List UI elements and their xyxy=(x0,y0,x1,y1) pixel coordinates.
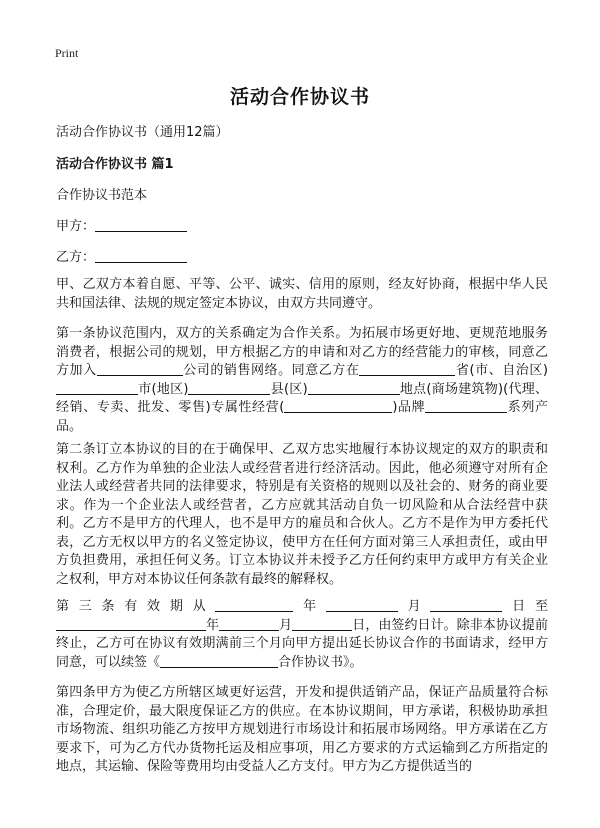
section-heading: 活动合作协议书 篇1 xyxy=(56,157,174,172)
article-1-text-5: 县(区) xyxy=(270,381,308,397)
brand-blank xyxy=(284,399,392,413)
month-label: 月 xyxy=(397,599,431,614)
article-1 xyxy=(56,325,548,436)
article-3 xyxy=(56,598,548,672)
article-3-text-2: 日，由签约日计。除非本协议提前终止，乙方可在协议有效期满前三个月向甲方提出延长协议合作的书面请求，经甲方同意，可以续签《 xyxy=(56,617,548,670)
party-b-blank xyxy=(95,249,187,263)
article-3-text-1: 第三条有效期从 xyxy=(56,599,216,614)
article-1-text-7: )品牌 xyxy=(392,400,426,415)
article-1-text-6: 地点(商场建筑物)(代理、经销、专卖、批发、零售)专属性经营( xyxy=(56,381,548,415)
end-month-blank xyxy=(219,617,279,631)
article-1-text-2: 公司的销售网络。同意乙方在 xyxy=(182,363,360,378)
start-day-blank xyxy=(430,598,502,612)
county-blank xyxy=(188,381,270,395)
province-blank xyxy=(359,362,455,376)
intro-paragraph: 甲、乙双方本着自愿、平等、公平、诚实、信用的原则，经友好协商，根据中华人民共和国法律、法规的规定签定本协议，由双方共同遵守。 xyxy=(56,277,548,311)
document-title: 活动合作协议书 xyxy=(229,86,370,108)
article-1-text-4: 市(地区) xyxy=(138,381,189,397)
print-label: Print xyxy=(55,46,79,60)
party-a-line xyxy=(56,215,187,234)
year-label: 年 xyxy=(206,617,220,633)
city-blank xyxy=(56,381,138,395)
year-label: 年 xyxy=(293,599,326,614)
article-3-text-3: 合作协议书》。 xyxy=(278,654,363,670)
party-a-label: 甲方： xyxy=(56,219,96,234)
article-4: 第四条甲方为使乙方所辖区域更好运营，开发和提供适销产品，保证产品质量符合标准，合理定价，最大限度保证乙方的供应。在本协议期间，甲方承诺，积极协助承担市场物流、组织功能乙方按甲方规划进行市场设计和拓展市场网络。甲方承诺在乙方要求下，可为乙方代办货物托运及相应事项，用乙方要求的方式运输到乙方所指定的地点，其运输、保险等费用均由受益人乙方支付。甲方为乙方提供适当的 xyxy=(56,685,548,774)
article-2: 第二条订立本协议的目的在于确保甲、乙双方忠实地履行本协议规定的双方的职责和权利。乙方作为单独的企业法人或经营者进行经济活动。因此，他必须遵守对所有企业法人或经营者共同的法律要求，特别是有关资格的规则以及社会的、财务的商业要求。作为一个企业法人或经营者，乙方应就其活动自负一切风险和从合法经营中获利。乙方不是甲方的代理人，也不是甲方的雇员和合伙人。乙方不是作为甲方委托代表，乙方无权以甲方的名义签定协议，使甲方在任何方面对第三人承担责任，或由甲方负担费用，承担任何义务。订立本协议并未授予乙方任何约束甲方或甲方有关企业之权利，甲方对本协议任何条款有最终的解释权。 xyxy=(56,442,548,587)
series-blank xyxy=(425,399,507,413)
start-month-blank xyxy=(326,598,398,612)
company-blank xyxy=(97,362,183,376)
article-1-text-8: 系列产品。 xyxy=(56,400,548,434)
party-a-blank xyxy=(95,218,187,232)
end-year-blank xyxy=(56,617,206,631)
document-subtitle: 活动合作协议书（通用12篇） xyxy=(56,125,229,140)
article-1-text-1: 第一条协议范围内，双方的关系确定为合作关系。为拓展市场更好地、更规范地服务消费者，根据公司的规划，甲方根据乙方的申请和对乙方的经营能力的审核，同意乙方加入 xyxy=(56,326,548,378)
sample-label: 合作协议书范本 xyxy=(56,188,148,203)
agreement-name-blank xyxy=(160,654,278,668)
month-label: 月 xyxy=(279,617,293,633)
party-b-line xyxy=(56,246,187,265)
day-to-label: 日至 xyxy=(502,599,548,614)
location-blank xyxy=(308,381,400,395)
article-1-text-3: 省(市、自治区) xyxy=(455,363,548,378)
party-b-label: 乙方： xyxy=(56,250,96,265)
start-year-blank xyxy=(215,598,293,612)
end-day-blank xyxy=(292,617,352,631)
